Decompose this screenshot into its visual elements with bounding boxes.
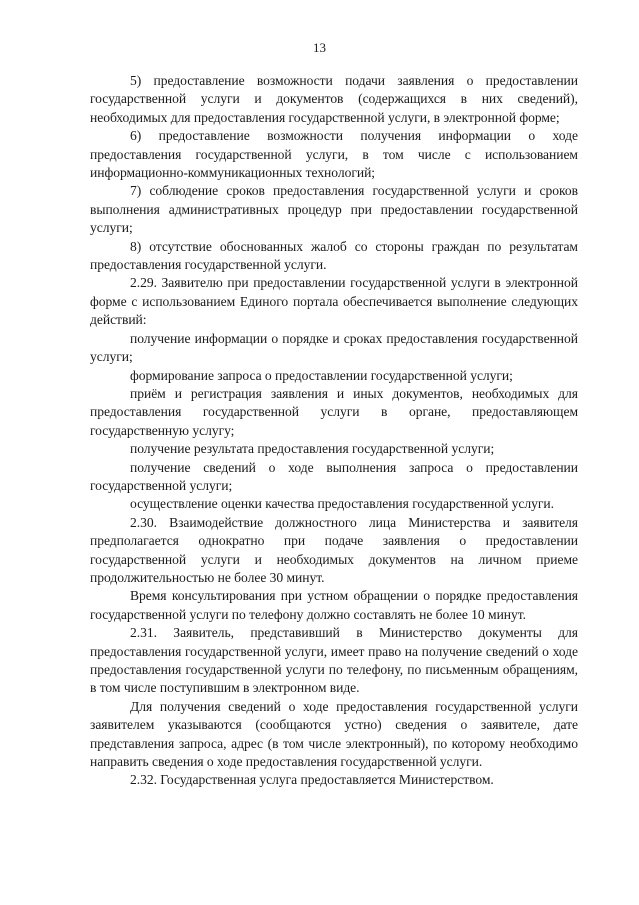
paragraph-status-info: Для получения сведений о ходе предоставления государственной услуги заявителем указываются (сообщаются устно) сведения о заявителе, дате представления запроса, адрес (в том числе электронный), по которому необходимо направить сведения о ходе предоставления государственной услуги.	[90, 698, 578, 770]
document-body	[90, 72, 578, 790]
paragraph-2-32: 2.32. Государственная услуга предоставляется Министерством.	[130, 772, 494, 788]
paragraph-item-5: 5) предоставление возможности подачи заявления о предоставлении государственной услуги и документов (содержащихся в них сведений), необходимых для предоставления государственной услуги, в электронной форме;	[90, 73, 578, 125]
paragraph-2-31: 2.31. Заявитель, представивший в Министерство документы для предоставления государственной услуги, имеет право на получение сведений о ходе предоставления государственной услуги по телефону, по письменным обращениям, в том числе поступившим в электронном виде.	[90, 625, 578, 696]
action-list-item: получение информации о порядке и сроках предоставления государственной услуги;	[90, 330, 578, 365]
paragraph-2-29: 2.29. Заявителю при предоставлении государственной услуги в электронной форме с использованием Единого портала обеспечивается выполнение следующих действий:	[90, 275, 578, 328]
paragraph-consultation-time: Время консультирования при устном обращении о порядке предоставления государственной услуги по телефону должно составлять не более 10 минут.	[90, 588, 578, 622]
paragraph-item-6: 6) предоставление возможности получения информации о ходе предоставления государственной услуги, в том числе с использованием информационно-коммуникационных технологий;	[90, 128, 578, 181]
paragraph-item-8: 8) отсутствие обоснованных жалоб со стороны граждан по результатам предоставления государственной услуги.	[90, 238, 578, 273]
action-list-item: осуществление оценки качества предоставления государственной услуги.	[130, 496, 554, 512]
action-list-item: приём и регистрация заявления и иных документов, необходимых для предоставления государственной услуги в органе, предоставляющем государственную услугу;	[90, 385, 578, 438]
page-number: 13	[313, 40, 326, 55]
action-list-item: получение сведений о ходе выполнения запроса о предоставлении государственной услуги;	[90, 459, 578, 493]
paragraph-2-30: 2.30. Взаимодействие должностного лица Министерства и заявителя предполагается однократно при подаче заявления о предоставлении государственной услуги и необходимых документов на личном приеме продолжительностью не более 30 минут.	[90, 514, 578, 585]
action-list-item: формирование запроса о предоставлении государственной услуги;	[130, 367, 513, 383]
action-list-item: получение результата предоставления государственной услуги;	[130, 441, 495, 457]
paragraph-item-7: 7) соблюдение сроков предоставления государственной услуги и сроков выполнения административных процедур при предоставлении государственной услуги;	[90, 183, 578, 236]
